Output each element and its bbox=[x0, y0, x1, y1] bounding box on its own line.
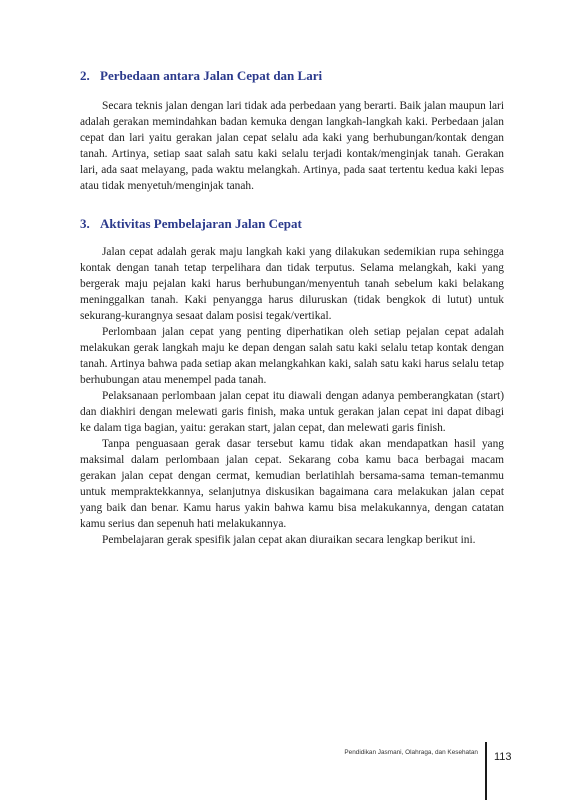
section-title: Aktivitas Pembelajaran Jalan Cepat bbox=[100, 216, 302, 231]
section-number: 2. bbox=[80, 68, 90, 83]
section-heading-aktivitas bbox=[80, 216, 504, 232]
section-heading-perbedaan bbox=[80, 68, 504, 84]
paragraph: Pembelajaran gerak spesifik jalan cepat akan diuraikan secara lengkap berikut ini. bbox=[102, 534, 476, 546]
paragraph: Secara teknis jalan dengan lari tidak ada perbedaan yang berarti. Baik jalan maupun lari adalah gerakan memindahkan badan kemuka dengan langkah-langkah kaki. Perbedaan jalan cepat dan lari yaitu gerakan jalan cepat selalu ada kaki yang berhubungan/kontak dengan tanah. Artinya, setiap saat salah satu kaki selalu terjadi kontak/menginjak tanah. Gerakan lari, ada saat melayang, pada waktu melangkah. Artinya, pada saat tertentu kedua kaki lepas atau tidak menyetuh/menginjak tanah. bbox=[80, 100, 504, 192]
section-number: 3. bbox=[80, 216, 90, 231]
footer-divider bbox=[485, 742, 487, 800]
page-content bbox=[80, 62, 504, 548]
paragraph: Tanpa penguasaan gerak dasar tersebut kamu tidak akan mendapatkan hasil yang maksimal dalam perlombaan jalan cepat. Sekarang coba kamu baca berbagai macam gerakan jalan cepat dengan cermat, kemudian berlatihlah bersama-sama teman-temanmu untuk mempraktekkannya, selanjutnya diskusikan bagaimana cara melakukan jalan cepat yang baik dan benar. Kamu harus yakin bahwa kamu bisa melakukannya, dengan catatan kamu serius dan sepenuh hati melakukannya. bbox=[80, 438, 504, 530]
footer-book-title: Pendidikan Jasmani, Olahraga, dan Kesehatan bbox=[344, 749, 478, 756]
section-body-perbedaan bbox=[80, 98, 504, 194]
section-title: Perbedaan antara Jalan Cepat dan Lari bbox=[100, 68, 323, 83]
paragraph: Perlombaan jalan cepat yang penting diperhatikan oleh setiap pejalan cepat adalah melakukan gerak langkah maju ke depan dengan salah satu kaki selalu tetap kontak dengan tanah. Artinya bahwa pada setiap akan melangkahkan kaki, salah satu kaki harus selalu tetap berhubungan atau menempel pada tanah. bbox=[80, 326, 504, 386]
page-number: 113 bbox=[494, 751, 512, 763]
section-body-aktivitas bbox=[80, 244, 504, 548]
paragraph: Pelaksanaan perlombaan jalan cepat itu diawali dengan adanya pemberangkatan (start) dan diakhiri dengan melewati garis finish, maka untuk gerakan jalan cepat ini dapat dibagi ke dalam tiga bagian, yaitu: gerakan start, jalan cepat, dan melewati garis finish. bbox=[80, 390, 504, 434]
paragraph: Jalan cepat adalah gerak maju langkah kaki yang dilakukan sedemikian rupa sehingga kontak dengan tanah tetap terpelihara dan tidak terputus. Selama melangkah, kaki yang bergerak maju pejalan kaki harus berhubungan/menyentuh tanah sebelum kaki belakang meninggalkan tanah. Kaki penyangga harus diluruskan (tidak bengkok di lutut) untuk sekurang-kurangnya sesaat dalam posisi tegak/vertikal. bbox=[80, 246, 504, 322]
